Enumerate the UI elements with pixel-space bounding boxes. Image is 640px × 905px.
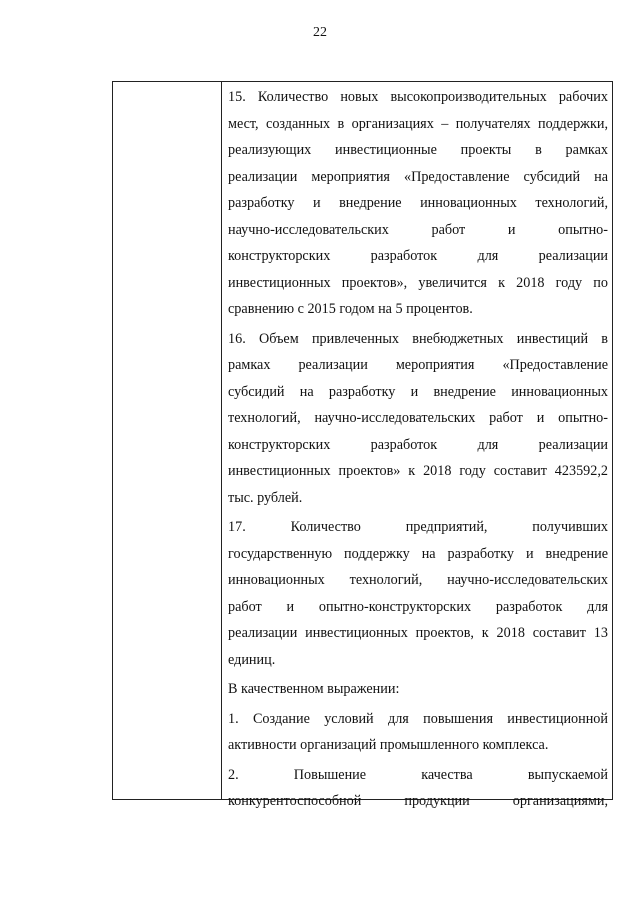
text-line: реализации инвестиционных проектов, к 2018 составит 13 [228, 625, 608, 641]
text-line: научно-исследовательских работ и опытно- [228, 221, 608, 238]
text-line: 17. Количество предприятий, получивших [228, 519, 608, 535]
text-line: тыс. рублей. [228, 489, 303, 506]
text-line: инновационных технологий, научно-исследовательских [228, 572, 608, 588]
text-line: субсидий на разработку и внедрение инновационных [228, 383, 608, 400]
text-line: рамках реализации мероприятия «Предоставление [228, 357, 608, 373]
text-line: 1. Создание условий для повышения инвестиционной [228, 710, 608, 727]
text-line: мест, созданных в организациях – получателях поддержки, [228, 115, 608, 132]
text-cell [228, 84, 608, 815]
text-line: инвестиционных проектов» к 2018 году составит 423592,2 [228, 463, 608, 479]
paragraph [228, 706, 608, 759]
table [112, 81, 613, 809]
text-line: 16. Объем привлеченных внебюджетных инвестиций в [228, 330, 608, 347]
text-line: В качественном выражении: [228, 681, 400, 697]
text-line: разработку и внедрение инновационных технологий, [228, 195, 608, 211]
paragraph [228, 676, 608, 703]
text-line: технологий, научно-исследовательских работ и опытно- [228, 410, 608, 426]
text-line: 2. Повышение качества выпускаемой [228, 766, 608, 783]
text-line: реализующих инвестиционные проекты в рамках [228, 142, 608, 158]
paragraph [228, 514, 608, 673]
text-line: конструкторских разработок для реализации [228, 436, 608, 453]
page-number: 22 [313, 25, 327, 40]
text-line: государственную поддержку на разработку и внедрение [228, 545, 608, 562]
text-line: конкурентоспособной продукции организациями, [228, 793, 608, 809]
text-line: реализации мероприятия «Предоставление субсидий на [228, 168, 608, 185]
text-line: сравнению с 2015 годом на 5 процентов. [228, 301, 473, 317]
text-line: работ и опытно-конструкторских разработок для [228, 598, 608, 615]
text-line: активности организаций промышленного комплекса. [228, 737, 549, 753]
paragraph [228, 326, 608, 512]
paragraph [228, 84, 608, 323]
text-line: конструкторских разработок для реализации [228, 248, 608, 264]
column-divider [221, 82, 222, 799]
text-line: 15. Количество новых высокопроизводительных рабочих [228, 89, 608, 105]
paragraph [228, 762, 608, 815]
text-line: единиц. [228, 651, 276, 668]
text-line: инвестиционных проектов», увеличится к 2018 году по [228, 274, 608, 291]
